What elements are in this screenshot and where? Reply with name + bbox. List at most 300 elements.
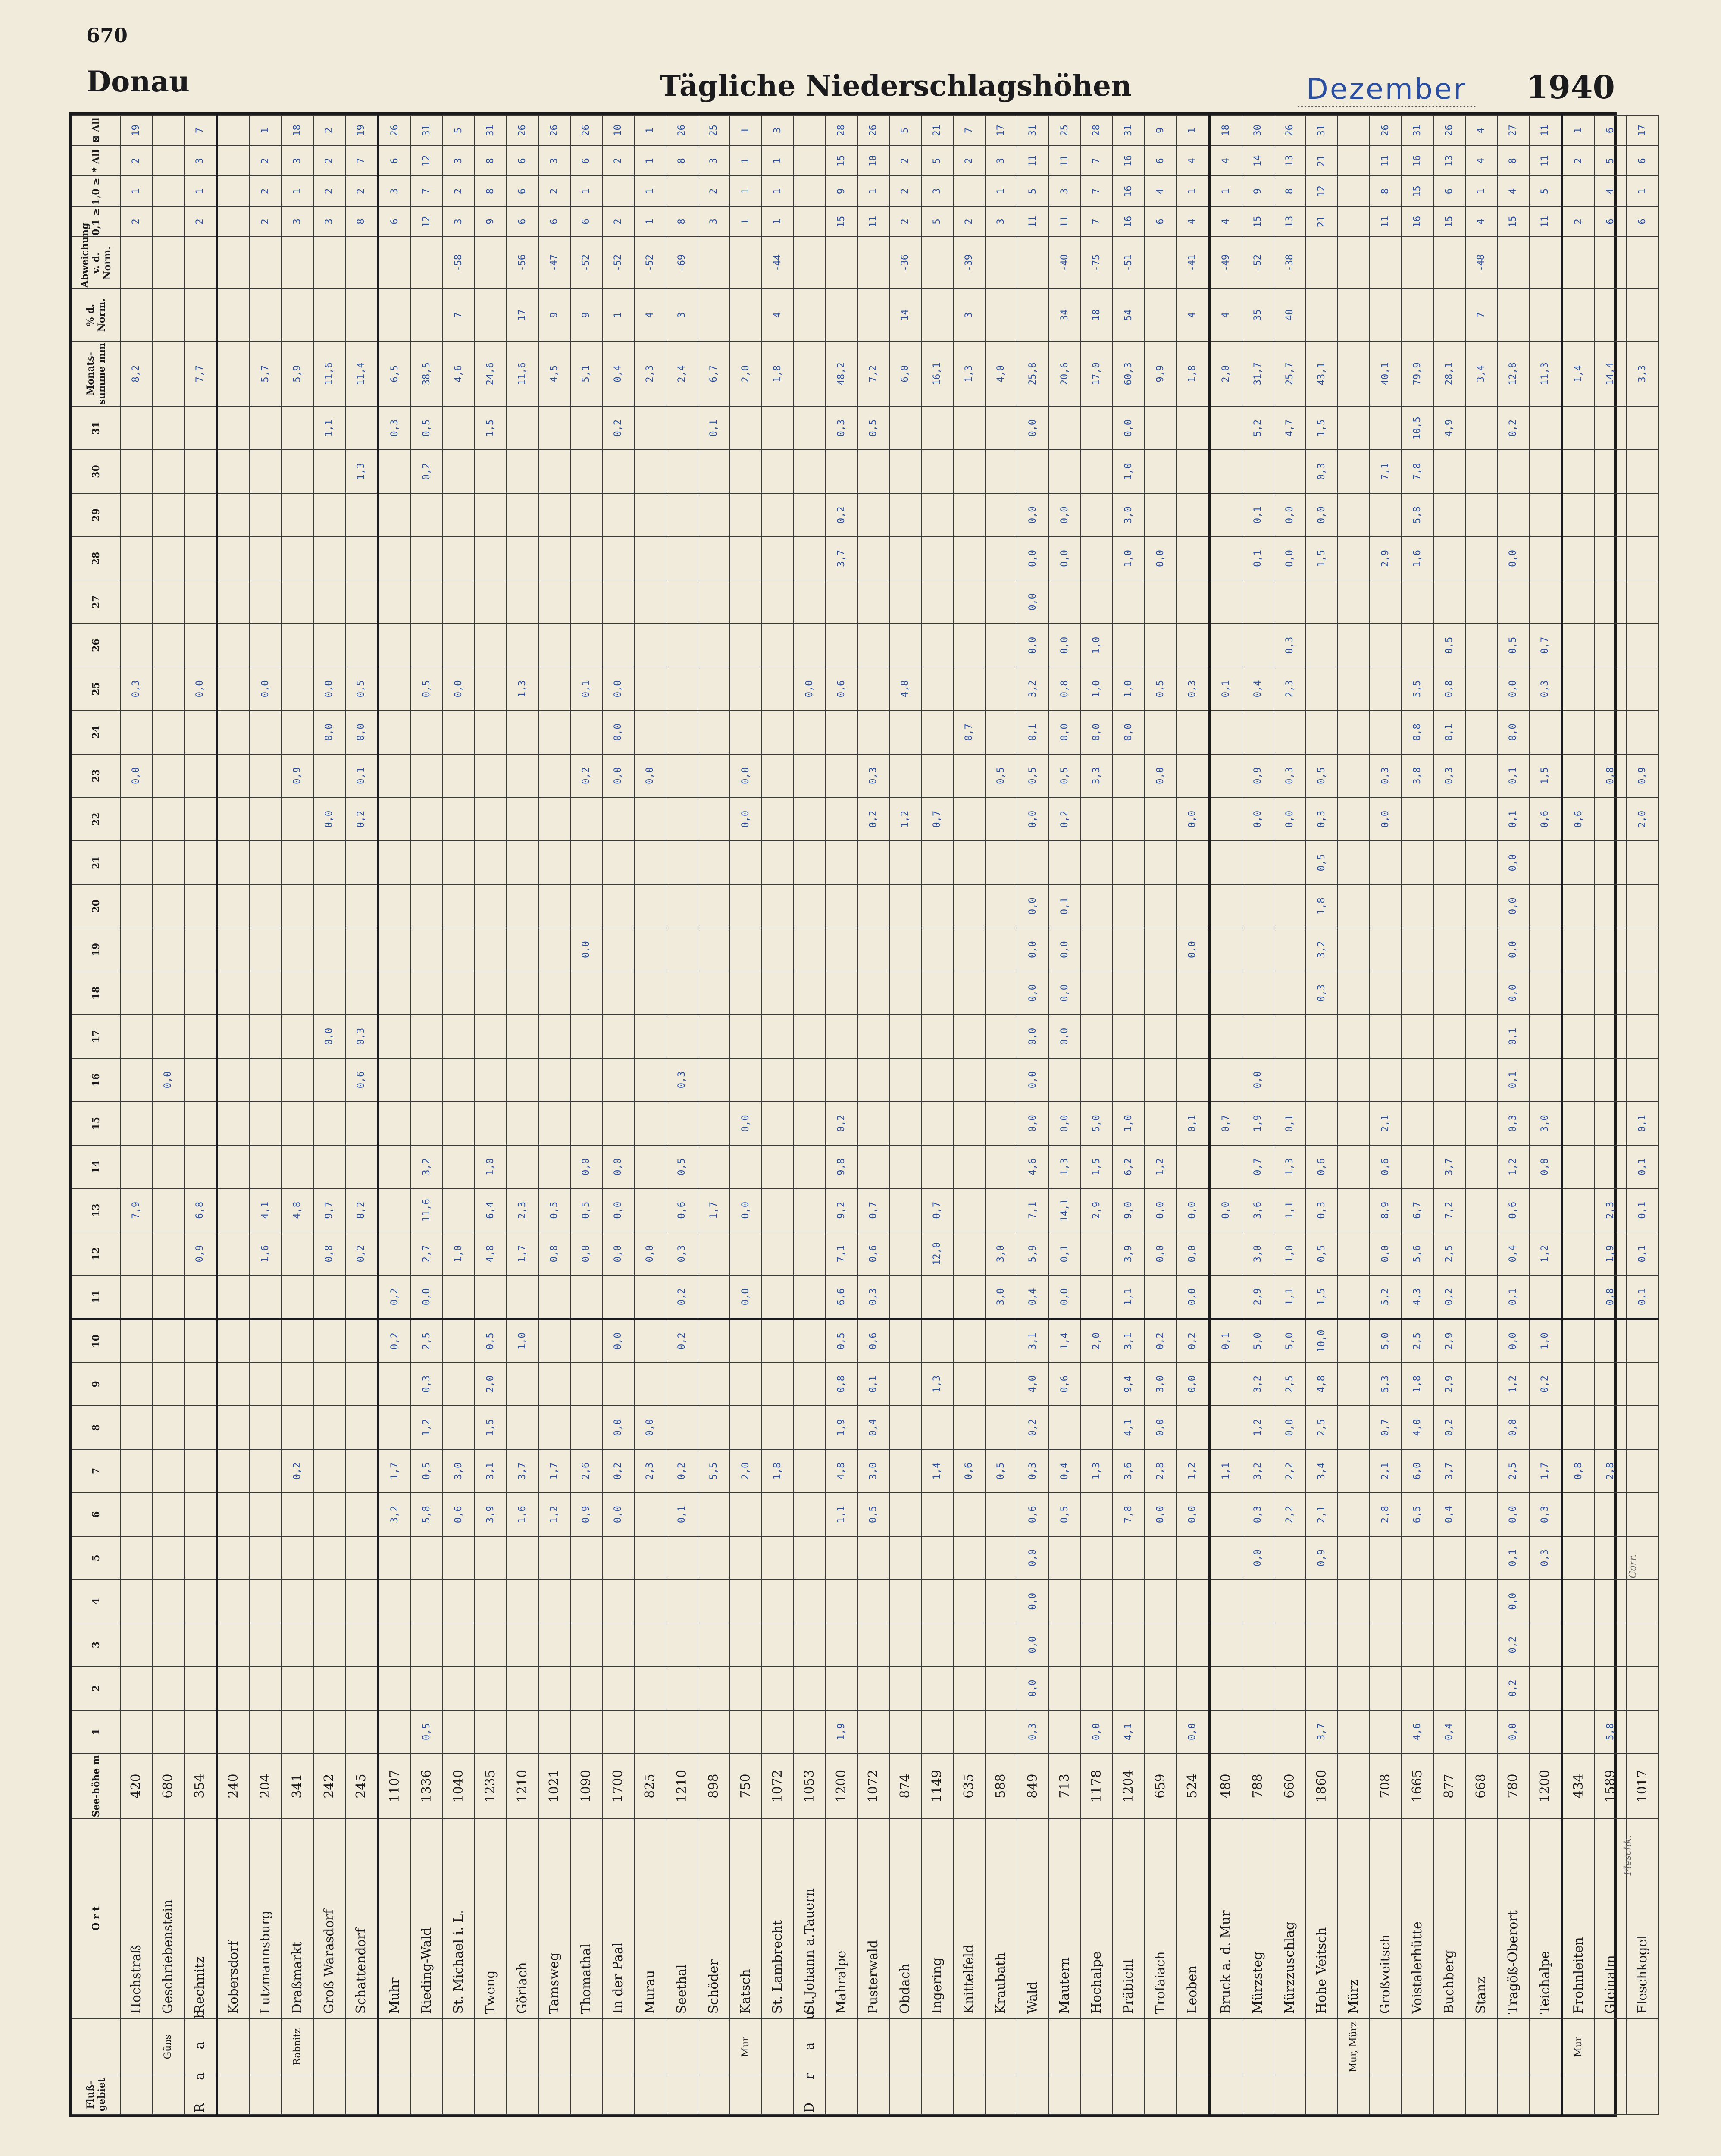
station-name: Gleinalm xyxy=(1595,1819,1627,2019)
daily-value xyxy=(570,1015,602,1058)
summary-value: -56 xyxy=(507,237,538,289)
daily-value xyxy=(698,711,730,754)
daily-value xyxy=(1402,797,1433,841)
daily-value xyxy=(1465,841,1497,884)
daily-value: 1,7 xyxy=(507,1232,538,1275)
daily-value xyxy=(184,1710,217,1754)
station-elevation: 659 xyxy=(1145,1754,1177,1819)
summary-value: 5 xyxy=(921,146,953,176)
summary-value: 9 xyxy=(475,207,507,237)
daily-value xyxy=(1209,537,1242,580)
header-cell: 15 xyxy=(72,1102,120,1145)
summary-value: 5,9 xyxy=(282,341,313,406)
daily-value xyxy=(1402,971,1433,1015)
daily-value xyxy=(1274,884,1306,928)
station-elevation: 434 xyxy=(1562,1754,1595,1819)
summary-value: 4 xyxy=(762,289,794,341)
summary-value: 17 xyxy=(1627,115,1658,146)
daily-value xyxy=(762,1232,794,1275)
daily-value xyxy=(985,1406,1017,1449)
daily-value xyxy=(345,1102,378,1145)
daily-value xyxy=(282,1275,313,1319)
daily-value: 0,0 xyxy=(1177,1232,1209,1275)
daily-value xyxy=(1370,711,1402,754)
daily-value xyxy=(1049,1710,1081,1754)
summary-value xyxy=(1338,115,1370,146)
daily-value xyxy=(1209,971,1242,1015)
daily-value xyxy=(666,884,698,928)
daily-value xyxy=(1529,1015,1562,1058)
daily-value xyxy=(184,1145,217,1189)
daily-value xyxy=(250,624,282,667)
header-cell: 31 xyxy=(72,406,120,450)
header-cell: 7 xyxy=(72,1449,120,1493)
daily-value: 0,0 xyxy=(602,754,634,798)
daily-value xyxy=(1274,1015,1306,1058)
sub-basin xyxy=(120,2018,152,2075)
daily-value xyxy=(282,406,313,450)
daily-value xyxy=(794,1623,826,1667)
daily-value xyxy=(1370,1667,1402,1710)
summary-value xyxy=(1370,289,1402,341)
daily-value: 0,4 xyxy=(1242,667,1274,711)
daily-value: 3,2 xyxy=(411,1145,443,1189)
daily-value xyxy=(1145,711,1177,754)
daily-value xyxy=(634,1145,666,1189)
year-label: 1940 xyxy=(1526,69,1615,106)
daily-value xyxy=(250,884,282,928)
summary-value xyxy=(1562,289,1595,341)
daily-value xyxy=(475,928,507,971)
daily-value xyxy=(1242,841,1274,884)
daily-value xyxy=(1209,1579,1242,1623)
summary-value: -75 xyxy=(1081,237,1113,289)
daily-value xyxy=(1209,1623,1242,1667)
summary-value: 1 xyxy=(634,115,666,146)
summary-value: 11 xyxy=(1370,146,1402,176)
daily-value xyxy=(889,1145,921,1189)
sub-basin xyxy=(698,2018,730,2075)
table-row xyxy=(378,115,411,2114)
header-cell: 27 xyxy=(72,580,120,624)
sub-basin xyxy=(889,2018,921,2075)
daily-value xyxy=(443,1015,475,1058)
summary-value: 3 xyxy=(184,146,217,176)
daily-value: 0,0 xyxy=(313,797,345,841)
daily-value xyxy=(602,1362,634,1406)
main-basin xyxy=(1306,2075,1338,2114)
daily-value: 0,1 xyxy=(1497,797,1529,841)
daily-value: 0,7 xyxy=(1370,1406,1402,1449)
daily-value xyxy=(538,1406,570,1449)
station-name: Hochalpe xyxy=(1081,1819,1113,2019)
daily-value: 0,0 xyxy=(634,1406,666,1449)
summary-value xyxy=(313,237,345,289)
daily-value: 9,2 xyxy=(826,1188,857,1232)
daily-value xyxy=(730,1145,762,1189)
daily-value xyxy=(1433,841,1465,884)
daily-value xyxy=(1562,711,1595,754)
daily-value: 0,0 xyxy=(313,667,345,711)
daily-value xyxy=(762,1579,794,1623)
daily-value xyxy=(184,1623,217,1667)
daily-value xyxy=(120,797,152,841)
daily-value xyxy=(1497,450,1529,493)
summary-value: 3 xyxy=(762,115,794,146)
daily-value xyxy=(120,1579,152,1623)
daily-value xyxy=(857,1536,889,1580)
daily-value xyxy=(1338,1710,1370,1754)
daily-value: 0,1 xyxy=(1433,711,1465,754)
station-name: Katsch xyxy=(730,1819,762,2019)
daily-value xyxy=(570,493,602,537)
station-name: Voistalerhütte xyxy=(1402,1819,1433,2019)
daily-value xyxy=(730,624,762,667)
summary-value: 60,3 xyxy=(1113,341,1145,406)
daily-value xyxy=(794,1406,826,1449)
daily-value xyxy=(1627,1710,1658,1754)
summary-value xyxy=(794,115,826,146)
daily-value xyxy=(1465,1275,1497,1319)
daily-value xyxy=(1177,1015,1209,1058)
summary-value: 16 xyxy=(1402,146,1433,176)
table-row xyxy=(953,115,985,2114)
daily-value xyxy=(217,971,250,1015)
summary-value: 2 xyxy=(889,207,921,237)
daily-value xyxy=(1595,1058,1627,1102)
daily-value xyxy=(953,493,985,537)
daily-value xyxy=(1049,1536,1081,1580)
daily-value xyxy=(538,537,570,580)
main-basin xyxy=(602,2075,634,2114)
daily-value xyxy=(1562,1232,1595,1275)
daily-value xyxy=(250,1449,282,1493)
daily-value xyxy=(762,1536,794,1580)
daily-value xyxy=(507,1579,538,1623)
daily-value: 0,0 xyxy=(602,667,634,711)
daily-value: 1,8 xyxy=(1306,884,1338,928)
daily-value xyxy=(152,1536,184,1580)
summary-value: 4 xyxy=(1497,176,1529,207)
daily-value xyxy=(411,754,443,798)
daily-value xyxy=(1081,450,1113,493)
summary-value xyxy=(985,289,1017,341)
daily-value: 2,1 xyxy=(1306,1493,1338,1536)
daily-value: 1,8 xyxy=(762,1449,794,1493)
daily-value: 0,0 xyxy=(634,1232,666,1275)
daily-value xyxy=(1113,624,1145,667)
daily-value xyxy=(1081,1058,1113,1102)
daily-value: 0,8 xyxy=(1433,667,1465,711)
daily-value xyxy=(1113,1058,1145,1102)
daily-value xyxy=(152,1188,184,1232)
sub-basin xyxy=(250,2018,282,2075)
daily-value xyxy=(794,1449,826,1493)
station-name: Pusterwald xyxy=(857,1819,889,2019)
daily-value: 1,0 xyxy=(1113,1102,1145,1145)
daily-value xyxy=(1306,667,1338,711)
daily-value: 0,1 xyxy=(1049,884,1081,928)
main-basin xyxy=(1338,2075,1370,2114)
daily-value xyxy=(152,493,184,537)
daily-value xyxy=(250,406,282,450)
main-basin xyxy=(378,2075,411,2114)
daily-value: 1,1 xyxy=(313,406,345,450)
daily-value xyxy=(217,1579,250,1623)
summary-value xyxy=(1338,341,1370,406)
daily-value xyxy=(762,580,794,624)
daily-value xyxy=(1562,1493,1595,1536)
daily-value xyxy=(1627,624,1658,667)
daily-value: 3,8 xyxy=(1402,754,1433,798)
daily-value: 0,0 xyxy=(1497,971,1529,1015)
summary-value: 1 xyxy=(250,115,282,146)
daily-value xyxy=(507,928,538,971)
summary-value xyxy=(152,341,184,406)
daily-value xyxy=(1370,1536,1402,1580)
daily-value: 3,0 xyxy=(985,1275,1017,1319)
summary-value: 1,4 xyxy=(1562,341,1595,406)
daily-value xyxy=(1562,884,1595,928)
daily-value xyxy=(1081,493,1113,537)
daily-value xyxy=(953,1667,985,1710)
daily-value xyxy=(1595,1145,1627,1189)
daily-value: 0,0 xyxy=(1017,624,1049,667)
summary-value xyxy=(217,341,250,406)
summary-value xyxy=(730,289,762,341)
daily-value xyxy=(1562,1406,1595,1449)
daily-value: 2,5 xyxy=(1497,1449,1529,1493)
daily-value xyxy=(730,841,762,884)
daily-value xyxy=(666,1102,698,1145)
daily-value: 0,0 xyxy=(1177,1275,1209,1319)
main-basin xyxy=(1402,2075,1433,2114)
daily-value xyxy=(475,971,507,1015)
daily-value xyxy=(507,797,538,841)
daily-value: 1,3 xyxy=(507,667,538,711)
daily-value xyxy=(1465,1406,1497,1449)
daily-value xyxy=(120,406,152,450)
summary-value: 43,1 xyxy=(1306,341,1338,406)
daily-value xyxy=(313,1710,345,1754)
table-row xyxy=(826,115,857,2114)
main-basin xyxy=(1017,2075,1049,2114)
summary-value: 7 xyxy=(345,146,378,176)
summary-value: 4 xyxy=(1465,115,1497,146)
daily-value xyxy=(570,797,602,841)
daily-value xyxy=(1370,1623,1402,1667)
daily-value xyxy=(411,928,443,971)
daily-value xyxy=(538,884,570,928)
daily-value xyxy=(826,754,857,798)
daily-value: 0,0 xyxy=(1497,537,1529,580)
daily-value xyxy=(217,493,250,537)
summary-value: 6 xyxy=(1145,207,1177,237)
sub-basin xyxy=(1242,2018,1274,2075)
daily-value: 0,6 xyxy=(1370,1145,1402,1189)
daily-value xyxy=(953,1710,985,1754)
daily-value: 4,8 xyxy=(282,1188,313,1232)
daily-value xyxy=(1242,1623,1274,1667)
summary-value xyxy=(857,237,889,289)
daily-value xyxy=(1338,1319,1370,1363)
daily-value: 1,4 xyxy=(921,1449,953,1493)
daily-value xyxy=(1627,667,1658,711)
daily-value: 0,0 xyxy=(1497,841,1529,884)
summary-value: 2 xyxy=(1562,146,1595,176)
daily-value xyxy=(184,884,217,928)
daily-value xyxy=(345,928,378,971)
daily-value xyxy=(1113,884,1145,928)
daily-value xyxy=(152,1102,184,1145)
daily-value xyxy=(1402,1102,1433,1145)
daily-value xyxy=(507,841,538,884)
daily-value: 2,3 xyxy=(1274,667,1306,711)
daily-value xyxy=(120,1493,152,1536)
table-row xyxy=(1465,115,1497,2114)
daily-value xyxy=(1465,1145,1497,1189)
daily-value: 5,5 xyxy=(1402,667,1433,711)
daily-value xyxy=(762,1667,794,1710)
daily-value xyxy=(666,1362,698,1406)
daily-value xyxy=(953,1275,985,1319)
daily-value xyxy=(411,884,443,928)
summary-value xyxy=(1402,237,1433,289)
daily-value: 1,3 xyxy=(1049,1145,1081,1189)
daily-value xyxy=(1465,928,1497,971)
sub-basin xyxy=(1177,2018,1209,2075)
summary-value: 6 xyxy=(1595,115,1627,146)
daily-value xyxy=(1595,1015,1627,1058)
summary-value: 7,2 xyxy=(857,341,889,406)
table-row xyxy=(698,115,730,2114)
daily-value xyxy=(475,797,507,841)
table-row xyxy=(1402,115,1433,2114)
daily-value xyxy=(538,1319,570,1363)
daily-value xyxy=(250,493,282,537)
summary-value: 3 xyxy=(666,289,698,341)
summary-value: 21 xyxy=(921,115,953,146)
daily-value: 0,0 xyxy=(1370,1232,1402,1275)
daily-value xyxy=(345,493,378,537)
daily-value xyxy=(570,1579,602,1623)
main-basin xyxy=(985,2075,1017,2114)
daily-value: 3,2 xyxy=(1306,928,1338,971)
summary-value: 17,0 xyxy=(1081,341,1113,406)
daily-value xyxy=(282,1406,313,1449)
station-elevation: 874 xyxy=(889,1754,921,1819)
summary-value xyxy=(152,115,184,146)
daily-value xyxy=(1595,493,1627,537)
daily-value xyxy=(889,1275,921,1319)
daily-value: 0,0 xyxy=(1209,1188,1242,1232)
daily-value: 0,0 xyxy=(345,711,378,754)
daily-value: 0,6 xyxy=(1306,1145,1338,1189)
summary-value xyxy=(730,237,762,289)
daily-value xyxy=(1274,1623,1306,1667)
daily-value xyxy=(602,537,634,580)
daily-value xyxy=(1209,711,1242,754)
daily-value xyxy=(570,450,602,493)
daily-value xyxy=(1081,1232,1113,1275)
summary-value xyxy=(250,237,282,289)
daily-value xyxy=(1627,1623,1658,1667)
daily-value: 0,8 xyxy=(1529,1145,1562,1189)
daily-value: 0,7 xyxy=(857,1188,889,1232)
daily-value xyxy=(889,1102,921,1145)
summary-value: 6 xyxy=(507,207,538,237)
summary-value: 4,6 xyxy=(443,341,475,406)
station-name: Mürzsteg xyxy=(1242,1819,1274,2019)
daily-value xyxy=(953,1102,985,1145)
daily-value xyxy=(152,1710,184,1754)
daily-value xyxy=(889,1536,921,1580)
daily-value xyxy=(345,1406,378,1449)
summary-value: 7 xyxy=(1465,289,1497,341)
daily-value xyxy=(698,1579,730,1623)
daily-value xyxy=(1306,711,1338,754)
summary-value: 28,1 xyxy=(1433,341,1465,406)
daily-value xyxy=(762,493,794,537)
daily-value xyxy=(313,1275,345,1319)
daily-value xyxy=(507,1406,538,1449)
daily-value xyxy=(378,1232,411,1275)
daily-value xyxy=(250,1623,282,1667)
sub-basin xyxy=(345,2018,378,2075)
daily-value: 0,4 xyxy=(1017,1275,1049,1319)
daily-value xyxy=(1145,1623,1177,1667)
sub-basin xyxy=(1049,2018,1081,2075)
summary-value: 2 xyxy=(120,207,152,237)
daily-value xyxy=(152,971,184,1015)
summary-value: 2 xyxy=(184,207,217,237)
daily-value xyxy=(985,1536,1017,1580)
station-elevation: 480 xyxy=(1209,1754,1242,1819)
summary-value: -52 xyxy=(1242,237,1274,289)
daily-value: 0,2 xyxy=(857,797,889,841)
daily-value: 0,6 xyxy=(1529,797,1562,841)
daily-value xyxy=(698,1667,730,1710)
daily-value xyxy=(217,1058,250,1102)
daily-value xyxy=(1627,1579,1658,1623)
daily-value: 1,0 xyxy=(1529,1319,1562,1363)
daily-value: 3,2 xyxy=(378,1493,411,1536)
summary-value: 24,6 xyxy=(475,341,507,406)
daily-value xyxy=(634,580,666,624)
daily-value: 1,3 xyxy=(1081,1449,1113,1493)
daily-value: 0,0 xyxy=(1049,493,1081,537)
station-elevation: 635 xyxy=(953,1754,985,1819)
daily-value xyxy=(1562,1623,1595,1667)
station-name: St. Lambrecht xyxy=(762,1819,794,2019)
table-row xyxy=(1306,115,1338,2114)
sub-basin xyxy=(313,2018,345,2075)
daily-value xyxy=(152,1232,184,1275)
daily-value: 5,8 xyxy=(1402,493,1433,537)
daily-value: 3,9 xyxy=(475,1493,507,1536)
daily-value xyxy=(538,1579,570,1623)
sub-basin xyxy=(1595,2018,1627,2075)
daily-value xyxy=(152,1319,184,1363)
daily-value xyxy=(507,1362,538,1406)
daily-value xyxy=(345,1275,378,1319)
daily-value xyxy=(985,667,1017,711)
sub-basin: Güns xyxy=(152,2018,184,2075)
main-basin xyxy=(313,2075,345,2114)
daily-value: 0,2 xyxy=(345,797,378,841)
daily-value: 5,2 xyxy=(1242,406,1274,450)
daily-value xyxy=(826,1667,857,1710)
